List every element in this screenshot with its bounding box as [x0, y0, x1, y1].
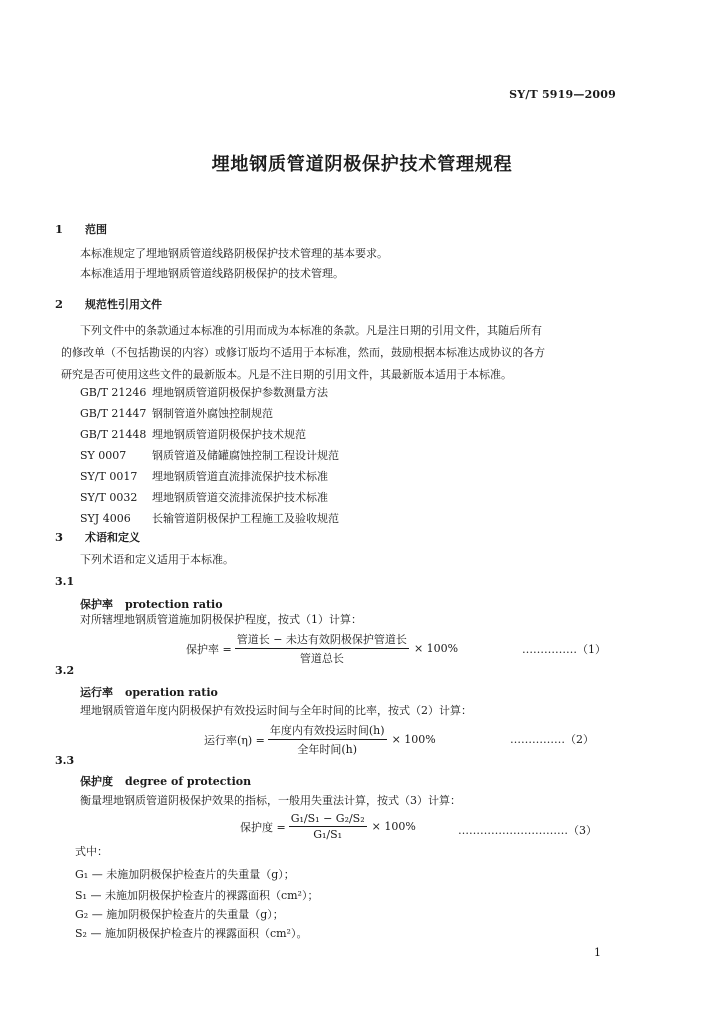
variable-separator: — — [91, 868, 103, 881]
formula-fraction — [235, 631, 409, 666]
variable-definition — [75, 925, 307, 941]
reference-item — [80, 405, 273, 421]
reference-item — [80, 384, 328, 400]
formula-lhs: 运行率(η) = — [204, 733, 265, 747]
formula-1 — [186, 631, 458, 666]
formula-numerator: 管道长 − 未达有效阴极保护管道长 — [235, 631, 409, 649]
paragraph: 下列术语和定义适用于本标准。 — [80, 553, 234, 566]
section-title: 术语和定义 — [85, 531, 140, 544]
document-title: 埋地钢质管道阴极保护技术管理规程 — [211, 154, 513, 175]
paragraph: 本标准适用于埋地钢质管道线路阴极保护的技术管理。 — [80, 267, 344, 280]
formula-multiplier: × 100% — [371, 820, 416, 833]
term-heading — [80, 773, 251, 789]
section-3-heading — [55, 529, 140, 545]
variable-text: 未施加阴极保护检查片的裸露面积（cm²）； — [104, 889, 319, 902]
paragraph: 下列文件中的条款通过本标准的引用而成为本标准的条款。凡是注日期的引用文件，其随后所有 — [80, 324, 542, 337]
section-number: 3 — [55, 530, 64, 544]
reference-item — [80, 426, 306, 442]
term-definition: 对所辖埋地钢质管道施加阴极保护程度，按式（1）计算： — [80, 613, 362, 626]
term-definition: 埋地钢质管道年度内阴极保护有效投运时间与全年时间的比率，按式（2）计算： — [80, 704, 472, 717]
term-chinese: 保护率 — [80, 598, 113, 611]
reference-code: SYJ 4006 — [80, 512, 131, 525]
variable-definition — [75, 887, 318, 903]
variable-separator: — — [90, 927, 102, 940]
term-heading — [80, 684, 218, 700]
term-english: protection ratio — [125, 598, 223, 611]
variable-text: 施加阴极保护检查片的裸露面积（cm²）。 — [104, 927, 308, 940]
variable-symbol: S₁ — [75, 889, 87, 902]
section-number: 2 — [55, 297, 64, 311]
variable-definition — [75, 906, 284, 922]
page-number: 1 — [594, 946, 601, 959]
formula-numerator: 年度内有效投运时间(h) — [268, 722, 387, 740]
term-english: degree of protection — [125, 775, 252, 788]
reference-title: 埋地钢质管道直流排流保护技术标准 — [152, 470, 328, 483]
reference-code: GB/T 21447 — [80, 407, 147, 420]
reference-item — [80, 510, 339, 526]
formula-fraction — [289, 812, 367, 841]
reference-code: SY/T 0017 — [80, 470, 138, 483]
paragraph: 本标准规定了埋地钢质管道线路阴极保护技术管理的基本要求。 — [80, 247, 388, 260]
section-title: 范围 — [85, 223, 107, 236]
where-label: 式中： — [75, 845, 108, 858]
section-title: 规范性引用文件 — [85, 298, 162, 311]
leader-dots: …………… — [522, 643, 577, 656]
formula-2 — [204, 722, 436, 757]
variable-separator: — — [91, 908, 103, 921]
variable-text: 施加阴极保护检查片的失重量（g）； — [106, 908, 284, 921]
variable-separator: — — [90, 889, 102, 902]
paragraph: 研究是否可使用这些文件的最新版本。凡是不注日期的引用文件，其最新版本适用于本标准。 — [61, 368, 512, 381]
reference-title: 埋地钢质管道阴极保护技术规范 — [152, 428, 306, 441]
leader-dots: ………………………… — [458, 824, 568, 837]
formula-denominator: 全年时间(h) — [297, 743, 358, 756]
section-1-heading — [55, 221, 107, 237]
reference-code: GB/T 21246 — [80, 386, 147, 399]
formula-lhs: 保护率 = — [186, 642, 232, 656]
term-definition: 衡量埋地钢质管道阴极保护效果的指标，一般用失重法计算，按式（3）计算： — [80, 794, 461, 807]
reference-title: 埋地钢质管道交流排流保护技术标准 — [152, 491, 328, 504]
formula-denominator: G₁/S₁ — [313, 828, 343, 841]
section-2-heading — [55, 296, 162, 312]
reference-title: 长输管道阴极保护工程施工及验收规范 — [152, 512, 339, 525]
equation-number — [510, 731, 594, 747]
variable-symbol: S₂ — [75, 927, 87, 940]
term-number: 3.2 — [55, 664, 75, 677]
formula-fraction — [268, 722, 387, 757]
term-number: 3.1 — [55, 575, 75, 588]
reference-title: 埋地钢质管道阴极保护参数测量方法 — [152, 386, 328, 399]
term-number: 3.3 — [55, 754, 75, 767]
formula-lhs: 保护度 = — [240, 820, 286, 834]
reference-code: SY/T 0032 — [80, 491, 138, 504]
reference-item — [80, 489, 328, 505]
formula-numerator: G₁/S₁ − G₂/S₂ — [290, 812, 365, 825]
reference-title: 钢制管道外腐蚀控制规范 — [152, 407, 273, 420]
equation-label: （2） — [565, 733, 594, 746]
term-chinese: 运行率 — [80, 686, 113, 699]
reference-title: 钢质管道及储罐腐蚀控制工程设计规范 — [152, 449, 339, 462]
formula-multiplier: × 100% — [413, 642, 459, 655]
formula-denominator: 管道总长 — [299, 652, 344, 665]
reference-code: GB/T 21448 — [80, 428, 147, 441]
reference-item — [80, 447, 339, 463]
formula-3 — [240, 812, 416, 841]
section-number: 1 — [55, 222, 64, 236]
variable-symbol: G₂ — [75, 908, 89, 921]
term-chinese: 保护度 — [80, 775, 113, 788]
equation-number — [522, 641, 606, 657]
reference-item — [80, 468, 328, 484]
formula-multiplier: × 100% — [391, 733, 436, 746]
paragraph: 的修改单（不包括勘误的内容）或修订版均不适用于本标准，然而，鼓励根据本标准达成协议的各方 — [61, 346, 545, 359]
standard-code: SY/T 5919—2009 — [509, 88, 616, 101]
equation-label: （1） — [577, 643, 606, 656]
variable-definition — [75, 866, 295, 882]
reference-code: SY 0007 — [80, 449, 127, 462]
leader-dots: …………… — [510, 733, 565, 746]
equation-number — [458, 822, 597, 838]
equation-label: （3） — [568, 824, 597, 837]
variable-text: 未施加阴极保护检查片的失重量（g）； — [106, 868, 295, 881]
variable-symbol: G₁ — [75, 868, 89, 881]
term-english: operation ratio — [125, 686, 218, 699]
